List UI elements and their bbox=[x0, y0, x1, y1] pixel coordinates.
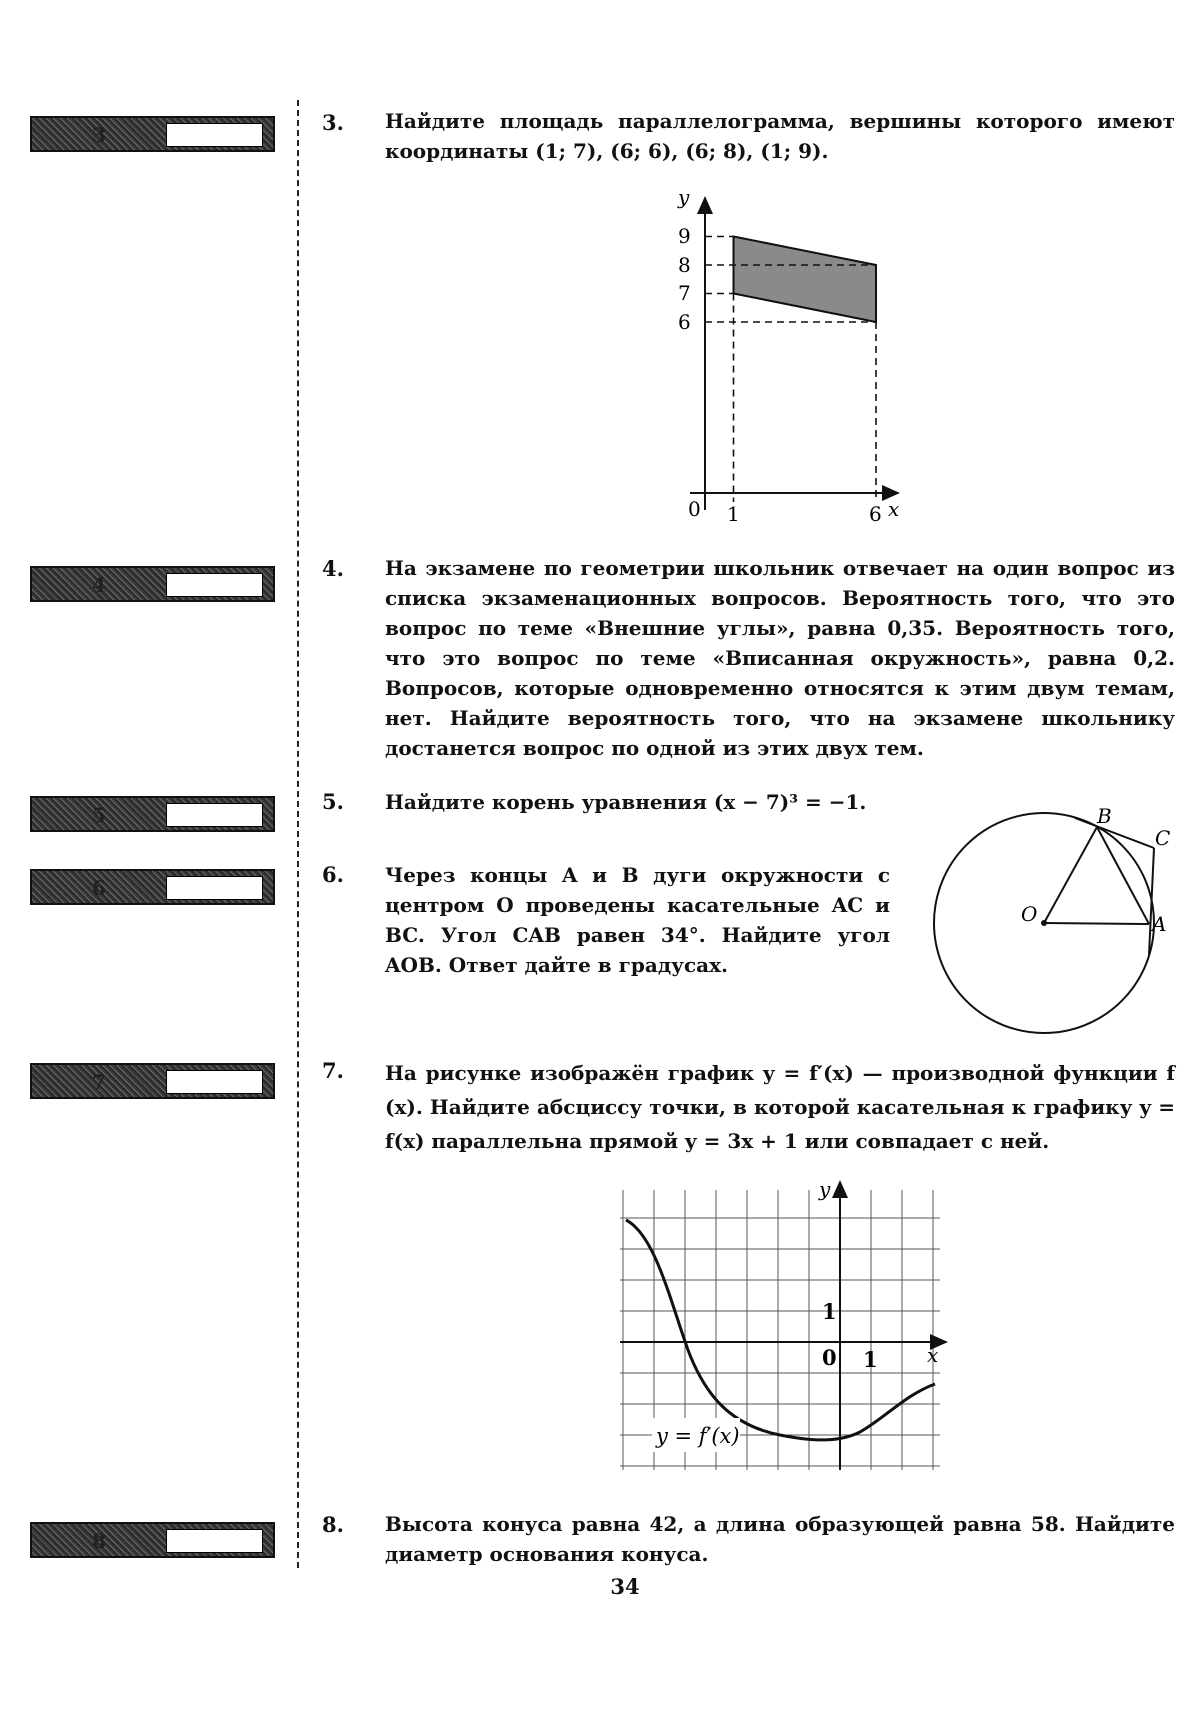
task-6-number: 6. bbox=[322, 862, 344, 887]
figure-derivative-graph bbox=[610, 1180, 950, 1480]
answer-box-label: 3 bbox=[92, 123, 106, 147]
y-tick-label: 8 bbox=[678, 253, 691, 277]
x-tick-label: 6 bbox=[869, 502, 882, 526]
answer-box-4[interactable] bbox=[30, 566, 275, 602]
answer-box-label: 7 bbox=[92, 1070, 106, 1094]
x-axis-label: x bbox=[888, 497, 900, 521]
task-5-number: 5. bbox=[322, 789, 344, 814]
figure-parallelogram bbox=[640, 190, 920, 530]
x-tick-label: 1 bbox=[863, 1347, 878, 1372]
task-6-text: Через концы A и B дуги окружности с центром O проведены касательные AC и BC. Угол CAB равен 34°. Найдите угол AOB. Ответ дайте в градусах. bbox=[385, 863, 890, 977]
cut-line bbox=[297, 100, 299, 1568]
answer-box-5[interactable] bbox=[30, 796, 275, 832]
label-B: B bbox=[1097, 805, 1112, 828]
answer-box-8[interactable] bbox=[30, 1522, 275, 1558]
figure-circle bbox=[925, 805, 1185, 1045]
answer-box-6[interactable] bbox=[30, 869, 275, 905]
answer-field[interactable] bbox=[166, 803, 263, 827]
task-4-number: 4. bbox=[322, 556, 344, 581]
page-number: 34 bbox=[610, 1574, 640, 1599]
task-4-text: На экзамене по геометрии школьник отвечает на один вопрос из списка экзаменационных вопросов. Вероятность того, что это вопрос по теме «Внешние углы», равна 0,35. Вероятность того, что это вопрос по теме «Вписанная окружность», равна 0,2. Вопросов, которые одновременно относятся к этим двум темам, нет. Найдите вероятность того, что на экзамене школьнику достанется вопрос по одной из этих двух тем. bbox=[385, 556, 1175, 760]
label-C: C bbox=[1155, 826, 1171, 850]
origin-label: 0 bbox=[688, 497, 701, 521]
task-7-number: 7. bbox=[322, 1058, 344, 1083]
task-8-number: 8. bbox=[322, 1512, 344, 1537]
label-A: A bbox=[1152, 912, 1167, 936]
curve-label: y = f′(x) bbox=[656, 1424, 740, 1448]
answer-field[interactable] bbox=[166, 573, 263, 597]
y-tick-label: 6 bbox=[678, 310, 691, 334]
task-3-text: Найдите площадь параллелограмма, вершины которого имеют координаты (1; 7), (6; 6), (6; 8), (1; 9). bbox=[385, 109, 1175, 163]
answer-field[interactable] bbox=[166, 1070, 263, 1094]
y-axis-label: y bbox=[678, 190, 690, 209]
answer-box-label: 6 bbox=[92, 876, 106, 900]
origin-label: 0 bbox=[822, 1345, 837, 1370]
radius-OA bbox=[1044, 923, 1149, 924]
chord-AB bbox=[1097, 827, 1149, 924]
x-axis-label: x bbox=[927, 1343, 939, 1367]
task-3-number: 3. bbox=[322, 110, 344, 135]
center-point bbox=[1041, 920, 1047, 926]
answer-field[interactable] bbox=[166, 876, 263, 900]
derivative-curve bbox=[626, 1220, 935, 1440]
task-5-text: Найдите корень уравнения (x − 7)³ = −1. bbox=[385, 790, 867, 814]
answer-box-label: 4 bbox=[92, 573, 106, 597]
answer-box-3[interactable] bbox=[30, 116, 275, 152]
y-tick-label: 7 bbox=[678, 281, 691, 305]
x-tick-label: 1 bbox=[727, 502, 740, 526]
answer-field[interactable] bbox=[166, 1529, 263, 1553]
parallelogram bbox=[734, 237, 877, 323]
answer-box-7[interactable] bbox=[30, 1063, 275, 1099]
task-8-text: Высота конуса равна 42, а длина образующей равна 58. Найдите диаметр основания конуса. bbox=[385, 1512, 1175, 1566]
label-O: O bbox=[1021, 902, 1038, 926]
answer-field[interactable] bbox=[166, 123, 263, 147]
y-axis-label: y bbox=[819, 1180, 831, 1201]
y-tick-label: 9 bbox=[678, 224, 691, 248]
task-7-text: На рисунке изображён график y = f′(x) — производной функции f (x). Найдите абсциссу точки, в которой касательная к графику y = f(x) параллельна прямой y = 3x + 1 или совпадает с ней. bbox=[385, 1061, 1175, 1153]
radius-OB bbox=[1044, 827, 1097, 923]
answer-box-label: 5 bbox=[92, 803, 106, 827]
y-tick-label: 1 bbox=[822, 1299, 837, 1324]
answer-box-label: 8 bbox=[92, 1529, 106, 1553]
